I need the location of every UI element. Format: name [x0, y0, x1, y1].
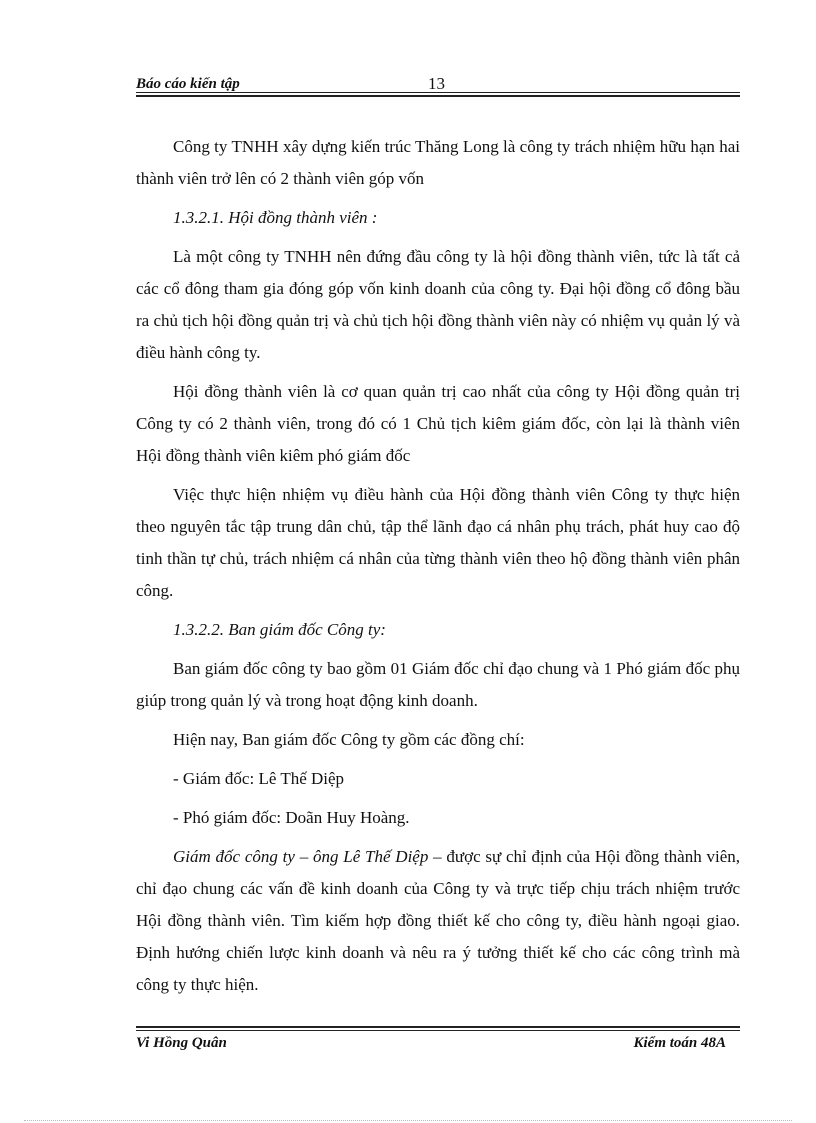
paragraph: Ban giám đốc công ty bao gồm 01 Giám đốc chỉ đạo chung và 1 Phó giám đốc phụ giúp trong quản lý và trong hoạt động kinh doanh.: [136, 659, 740, 710]
director-title-italic: Giám đốc công ty – ông Lê Thế Diệp –: [173, 847, 442, 866]
section-heading: 1.3.2.2. Ban giám đốc Công ty:: [173, 620, 386, 639]
list-item: - Giám đốc: Lê Thế Diệp: [173, 769, 345, 788]
paragraph: Hiện nay, Ban giám đốc Công ty gồm các đồng chí:: [173, 730, 525, 749]
document-body: [136, 131, 740, 1008]
section-heading: 1.3.2.1. Hội đồng thành viên :: [173, 208, 378, 227]
paragraph: Việc thực hiện nhiệm vụ điều hành của Hội đồng thành viên Công ty thực hiện theo nguyên tắc tập trung dân chủ, tập thể lãnh đạo cá nhân phụ trách, phát huy cao độ tinh thần tự chủ, trách nhiệm cá nhân của từng thành viên theo hộ đồng thành viên phân công.: [136, 485, 740, 600]
header-rule-thick: [136, 95, 740, 97]
footer-author: Vi Hồng Quân: [136, 1035, 227, 1051]
paragraph: Là một công ty TNHH nên đứng đầu công ty là hội đồng thành viên, tức là tất cả các cổ đông tham gia đóng góp vốn kinh doanh của công ty. Đại hội đồng cổ đông bầu ra chủ tịch hội đồng quản trị và chủ tịch hội đồng thành viên này có nhiệm vụ quản lý và điều hành công ty.: [136, 247, 740, 362]
list-item: - Phó giám đốc: Doãn Huy Hoàng.: [173, 808, 410, 827]
page-header: [136, 76, 740, 98]
paragraph-text: được sự chỉ định của Hội đồng thành viên, chỉ đạo chung các vấn đề kinh doanh của Công ty và trực tiếp chịu trách nhiệm trước Hội đồng thành viên. Tìm kiếm hợp đồng thiết kế cho công ty, điều hành ngoại giao. Định hướng chiến lược kinh doanh và nêu ra ý tưởng thiết kế cho các công trình mà công ty thực hiện.: [136, 847, 741, 994]
footer-rule-thick: [136, 1026, 740, 1028]
header-rule-thin: [136, 92, 740, 93]
footer-class: Kiểm toán 48A: [633, 1035, 726, 1051]
header-title: Báo cáo kiến tập: [136, 76, 240, 92]
footer-rule-thin: [136, 1030, 740, 1031]
page-number: 13: [428, 74, 445, 93]
paragraph: Hội đồng thành viên là cơ quan quản trị cao nhất của công ty Hội đồng quản trị Công ty có 2 thành viên, trong đó có 1 Chủ tịch kiêm giám đốc, còn lại là thành viên Hội đồng thành viên kiêm phó giám đốc: [136, 382, 740, 465]
page-edge-dotted-line: [24, 1120, 792, 1121]
paragraph: Công ty TNHH xây dựng kiến trúc Thăng Long là công ty trách nhiệm hữu hạn hai thành viên trở lên có 2 thành viên góp vốn: [136, 137, 740, 188]
paragraph: [136, 841, 740, 1001]
page-footer: [136, 1026, 740, 1050]
